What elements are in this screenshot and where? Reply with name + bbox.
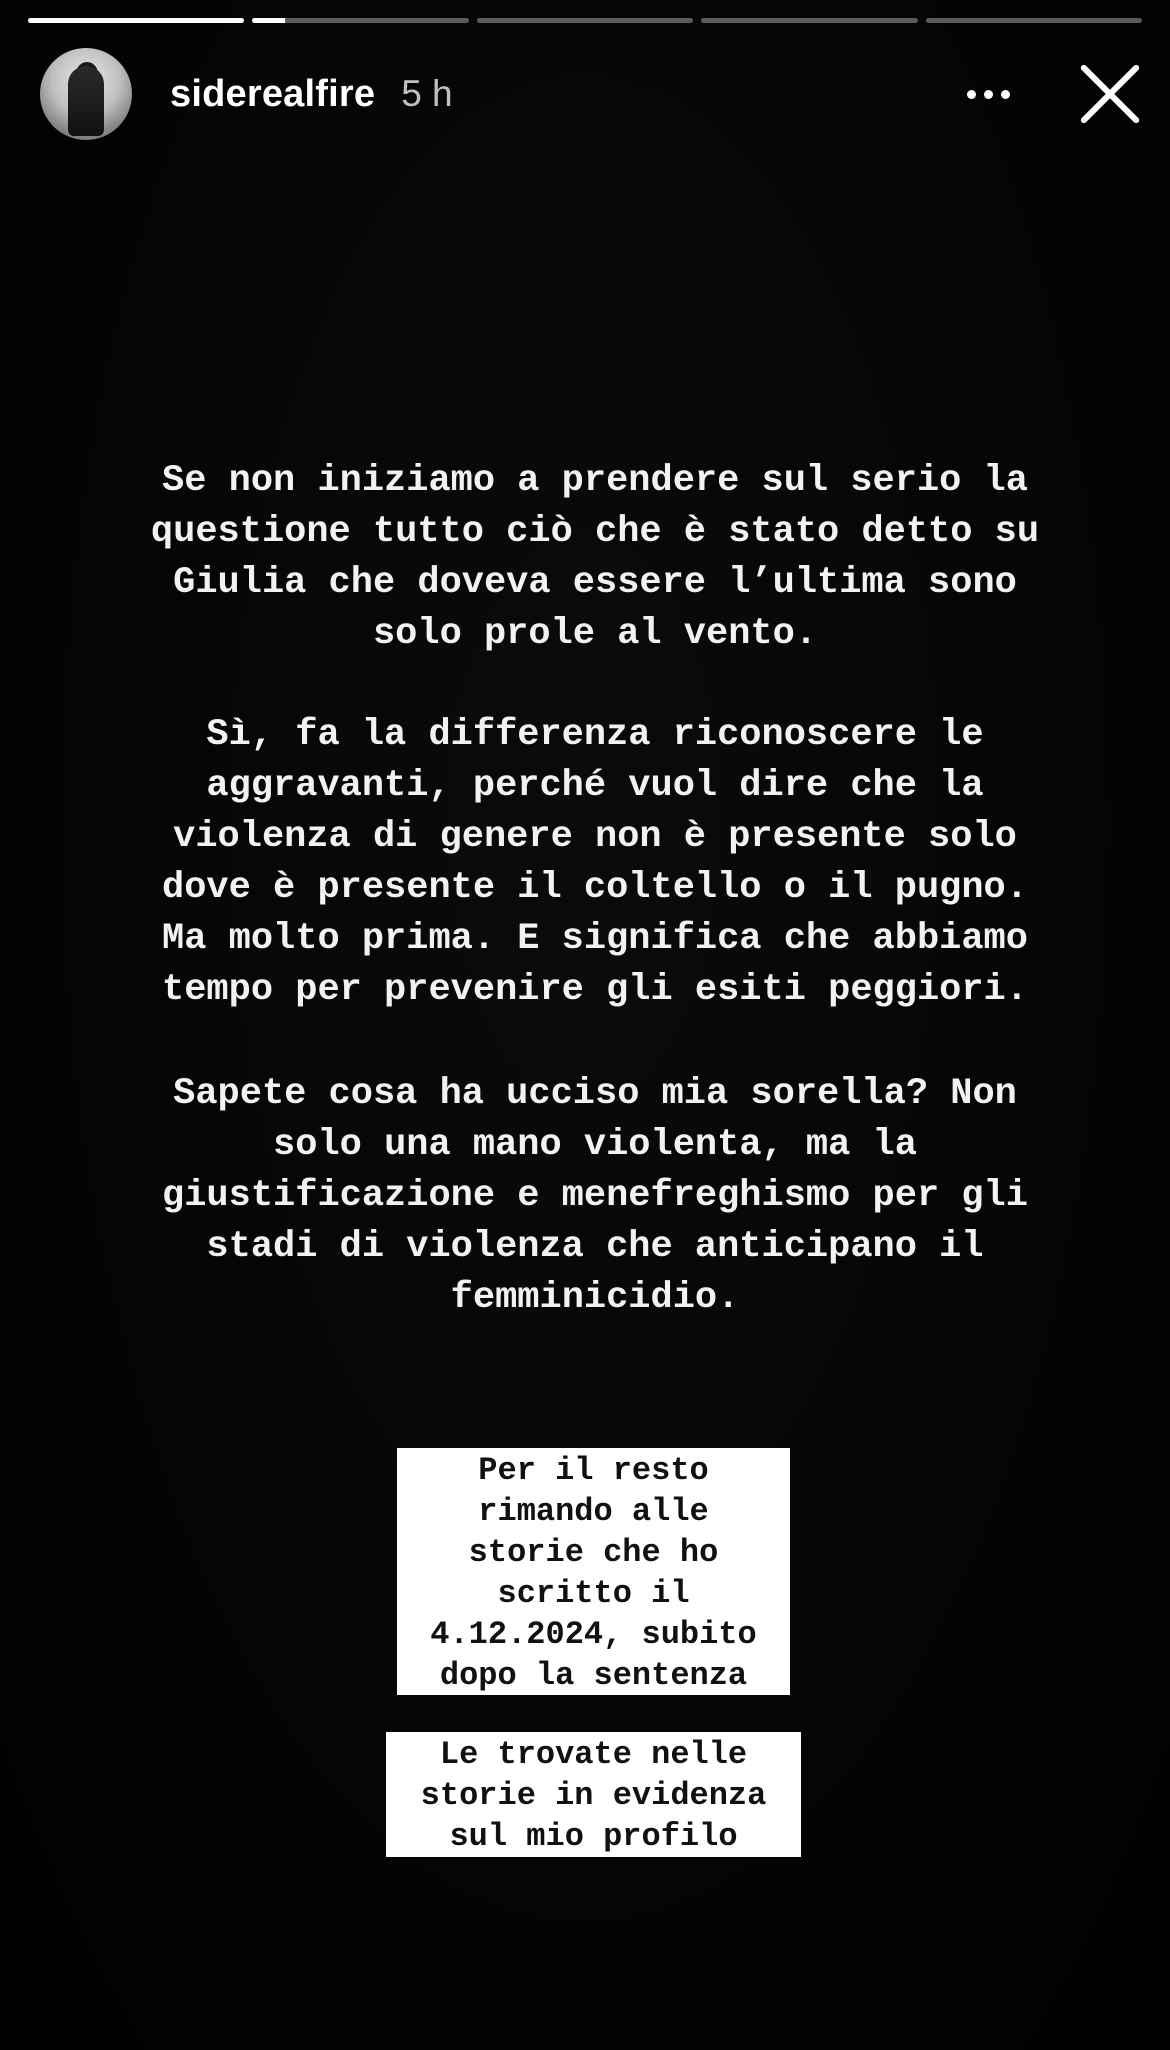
progress-segment — [701, 18, 917, 23]
progress-segment — [477, 18, 693, 23]
more-horizontal-icon-dot — [984, 90, 993, 99]
story-progress-bars — [28, 18, 1142, 24]
more-options-button[interactable] — [958, 64, 1018, 124]
more-horizontal-icon — [967, 90, 976, 99]
story-header — [40, 48, 1142, 140]
username[interactable]: siderealfire — [170, 72, 376, 115]
story-text-paragraph-3: Sapete cosa ha ucciso mia sorella? Non solo una mano violenta, ma la giustificazione e menefreghismo per gli stadi di violenza che anticipano il femminicidio. — [162, 1073, 1028, 1319]
story-text-paragraph-2: Sì, fa la differenza riconoscere le aggravanti, perché vuol dire che la violenza di genere non è presente solo dove è presente il coltello o il pugno. Ma molto prima. E significa che abbiamo tempo per prevenire gli esiti peggiori. — [162, 714, 1028, 1011]
progress-segment — [28, 18, 244, 23]
more-horizontal-icon-dot — [1001, 90, 1010, 99]
avatar[interactable] — [40, 48, 132, 140]
story-text-paragraph-1: Se non iniziamo a prendere sul serio la questione tutto ciò che è stato detto su Giulia che doveva essere l’ultima sono solo prole al vento. — [150, 460, 1040, 655]
progress-segment — [252, 18, 468, 23]
text-sticker-1: Per il resto rimando alle storie che ho scritto il 4.12.2024, subito dopo la sentenza — [397, 1448, 790, 1695]
close-icon[interactable] — [1078, 62, 1142, 126]
progress-segment — [926, 18, 1142, 23]
text-sticker-2: Le trovate nelle storie in evidenza sul mio profilo — [386, 1732, 801, 1857]
post-time: 5 h — [401, 73, 453, 114]
